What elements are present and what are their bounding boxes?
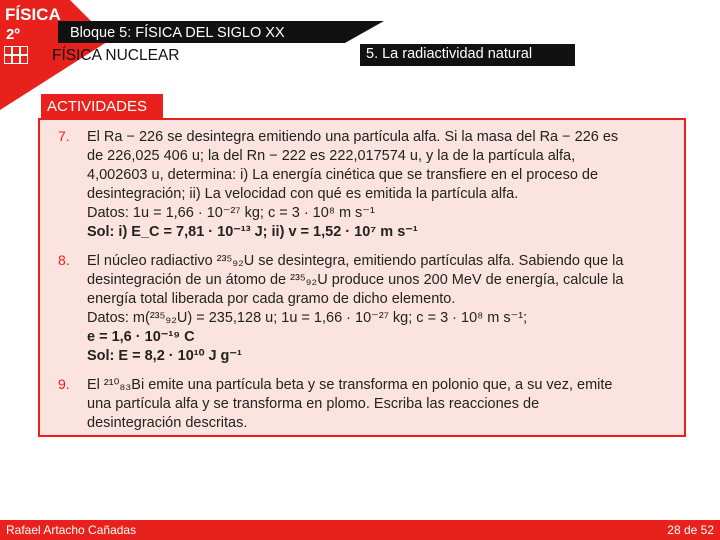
exercise-line: 4,002603 u, determina: i) La energía cinética que se transfiere en el proceso de: [87, 167, 599, 183]
exercise-text: [87, 128, 677, 242]
footer-author: Rafael Artacho Cañadas: [6, 523, 137, 537]
exercise-number: 7.: [58, 128, 70, 144]
exercise-line: desintegración de un átomo de ²³⁵₉₂U produce unos 200 MeV de energía, calcule la: [87, 272, 624, 288]
exercise-line: El núcleo radiactivo ²³⁵₉₂U se desintegra, emitiendo partículas alfa. Sabiendo que la: [87, 253, 624, 269]
exercise-line: desintegración descritas.: [87, 415, 248, 431]
footer-bar: [0, 520, 720, 540]
exercise-text: [87, 252, 677, 366]
section-title: 5. La radiactividad natural: [366, 46, 533, 62]
exercise-data-line: e = 1,6 · 10⁻¹⁹ C: [87, 329, 195, 345]
topic-title: FÍSICA NUCLEAR: [52, 47, 180, 64]
exercise-line: una partícula alfa y se transforma en plomo. Escriba las reacciones de: [87, 396, 540, 412]
exercise-data-line: Datos: 1u = 1,66 · 10⁻²⁷ kg; c = 3 · 10⁸ m s⁻¹: [87, 205, 375, 221]
exercise-number: 9.: [58, 376, 70, 392]
activities-tab: ACTIVIDADES: [41, 94, 163, 118]
course-label: 2º: [6, 26, 20, 43]
block-title: Bloque 5: FÍSICA DEL SIGLO XX: [70, 25, 285, 41]
calculator-icon: [4, 46, 28, 64]
exercise-data-line: Datos: m(²³⁵₉₂U) = 235,128 u; 1u = 1,66 · 10⁻²⁷ kg; c = 3 · 10⁸ m s⁻¹;: [87, 310, 528, 326]
exercise-line: de 226,025 406 u; la del Rn − 222 es 222,017574 u, y la de la partícula alfa,: [87, 148, 576, 164]
exercise-solution-line: Sol: E = 8,2 · 10¹⁰ J g⁻¹: [87, 348, 242, 364]
subject-label: FÍSICA: [5, 5, 61, 24]
exercise-line: El Ra − 226 se desintegra emitiendo una partícula alfa. Si la masa del Ra − 226 es: [87, 129, 619, 145]
exercise-line: energía total liberada por cada gramo de dicho elemento.: [87, 291, 456, 307]
exercise-solution-line: Sol: i) E_C = 7,81 · 10⁻¹³ J; ii) v = 1,52 · 10⁷ m s⁻¹: [87, 224, 418, 240]
exercise-line: desintegración; ii) La velocidad con qué es emitida la partícula alfa.: [87, 186, 519, 202]
exercise-number: 8.: [58, 252, 70, 268]
exercise-line: El ²¹⁰₈₃Bi emite una partícula beta y se transforma en polonio que, a su vez, emite: [87, 377, 613, 393]
exercise-text: [87, 376, 677, 433]
activities-panel: [38, 118, 686, 437]
page-number: 28 de 52: [667, 523, 714, 537]
